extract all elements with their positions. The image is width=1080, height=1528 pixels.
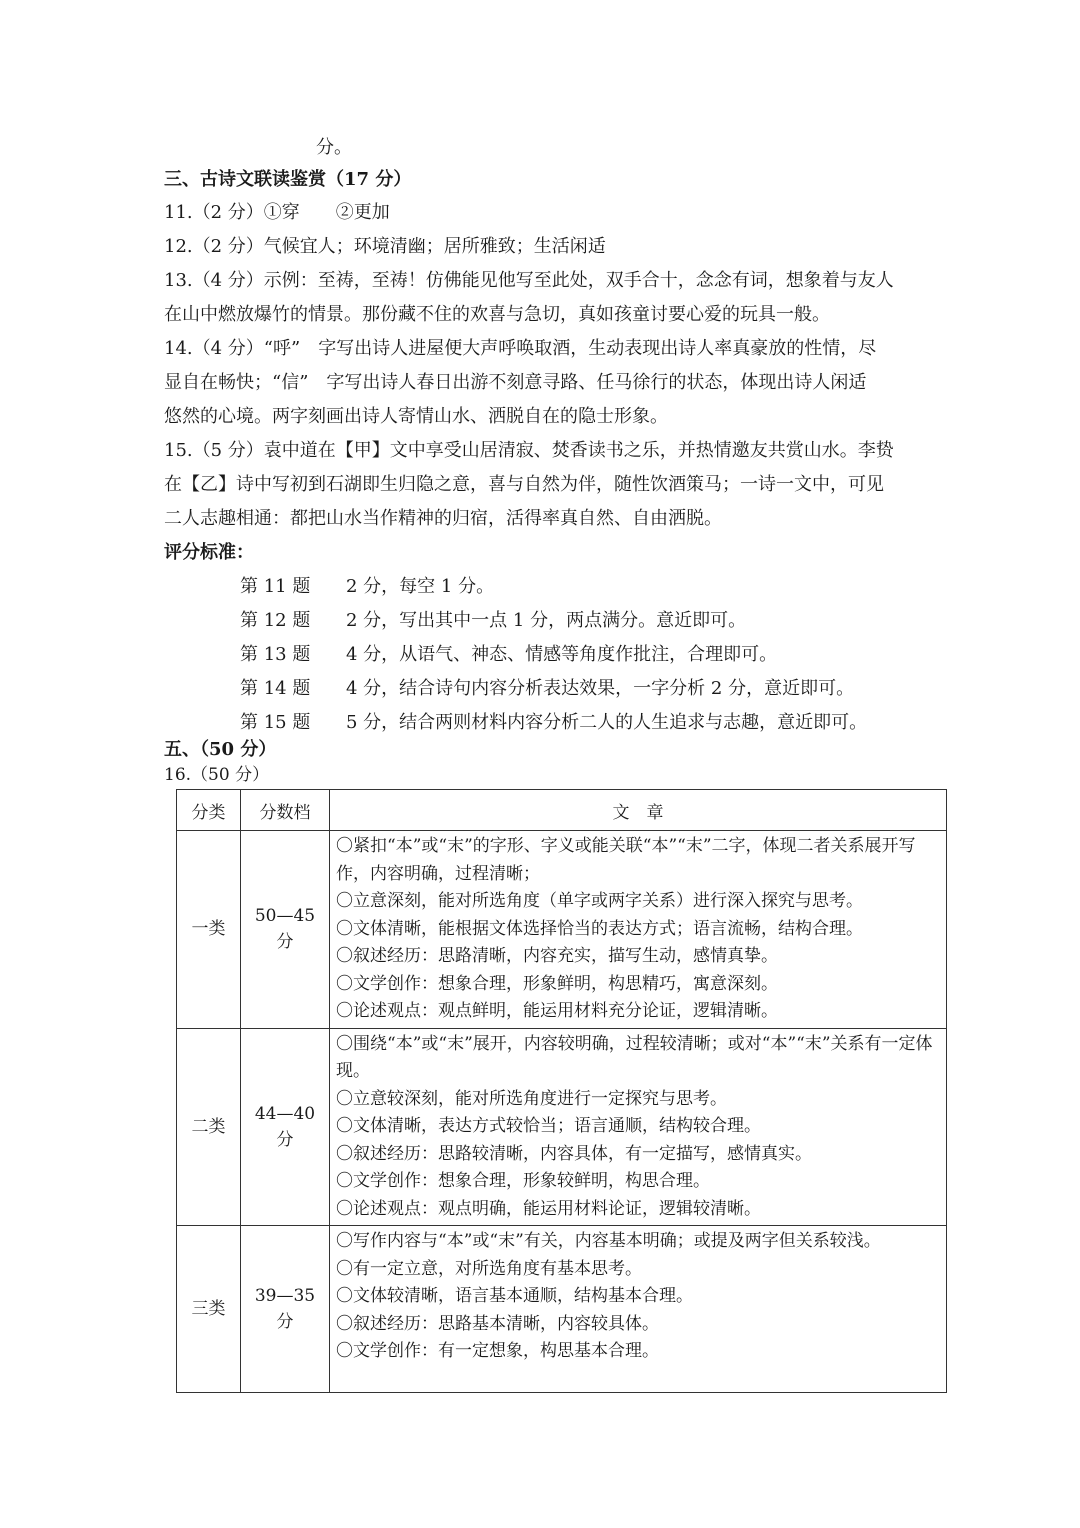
answer-line: 11.（2 分）①穿 ②更加 (164, 202, 390, 223)
criteria-number: 第 13 题 (240, 644, 311, 665)
criteria-number: 第 15 题 (240, 712, 311, 733)
criteria-heading: 评分标准： (164, 542, 254, 563)
table-row (177, 831, 947, 1029)
table-row (177, 1028, 947, 1226)
table-header-row (177, 790, 947, 831)
criteria-line: 〇文体清晰，能根据文体选择恰当的表达方式；语言流畅，结构合理。 (336, 918, 863, 939)
score-range: 50—45 (254, 906, 316, 927)
table-row (177, 1226, 947, 1393)
answer-line: 悠然的心境。两字刻画出诗人寄情山水、洒脱自在的隐士形象。 (164, 406, 668, 427)
score-range: 44—40 (254, 1103, 316, 1124)
criteria-item (240, 638, 1000, 672)
criteria-text: 4 分，从语气、神态、情感等角度作批注，合理即可。 (346, 644, 778, 665)
score-unit: 分 (276, 932, 294, 953)
header-category: 分类 (177, 790, 241, 831)
answer-line: 13.（4 分）示例：至祷，至祷！仿佛能见他写至此处，双手合十，念念有词，想象着与友人 (164, 270, 894, 291)
criteria-item (240, 604, 1000, 638)
row-category: 二类 (177, 1028, 241, 1226)
row-score (241, 1226, 330, 1393)
answer-line: 12.（2 分）气候宜人；环境清幽；居所雅致；生活闲适 (164, 236, 606, 257)
answer-line: 显自在畅快；“信” 字写出诗人春日出游不刻意寻路、任马徐行的状态，体现出诗人闲适 (164, 372, 867, 393)
row-criteria (330, 831, 947, 1029)
criteria-line: 〇立意较深刻，能对所选角度进行一定探究与思考。 (336, 1088, 727, 1109)
criteria-line: 〇文学创作：有一定想象，构思基本合理。 (336, 1341, 659, 1361)
row-score (241, 1028, 330, 1226)
header-score: 分数档 (241, 790, 330, 831)
score-unit: 分 (276, 1129, 294, 1150)
criteria-text: 2 分，每空 1 分。 (346, 576, 495, 597)
criteria-line: 〇论述观点：观点鲜明，能运用材料充分论证，逻辑清晰。 (336, 1001, 778, 1021)
answer-line: 二人志趣相通：都把山水当作精神的归宿，活得率真自然、自由洒脱。 (164, 508, 722, 529)
score-unit: 分 (276, 1312, 294, 1332)
header-article: 文 章 (330, 790, 947, 831)
criteria-number: 第 14 题 (240, 678, 311, 699)
score-range: 39—35 (254, 1286, 316, 1306)
row-category: 一类 (177, 831, 241, 1029)
criteria-item (240, 706, 1000, 740)
criteria-line: 〇立意深刻，能对所选角度（单字或两字关系）进行深入探究与思考。 (336, 891, 863, 911)
section3-heading: 三、古诗文联读鉴赏（17 分） (164, 169, 412, 190)
criteria-number: 第 11 题 (240, 576, 311, 597)
answer-line: 在山中燃放爆竹的情景。那份藏不住的欢喜与急切，真如孩童讨要心爱的玩具一般。 (164, 304, 830, 325)
criteria-line: 〇有一定立意，对所选角度有基本思考。 (336, 1258, 642, 1279)
criteria-line: 〇论述观点：观点明确，能运用材料论证，逻辑较清晰。 (336, 1198, 761, 1219)
criteria-line: 〇叙述经历：思路基本清晰，内容较具体。 (336, 1313, 659, 1334)
criteria-line: 〇文体清晰，表达方式较恰当；语言通顺，结构较合理。 (336, 1116, 761, 1136)
answer-line: 14.（4 分）“呼” 字写出诗人进屋便大声呼唤取酒，生动表现出诗人率真豪放的性情，尽 (164, 338, 877, 359)
section5-heading: 五、（50 分） (164, 739, 277, 760)
criteria-text: 2 分，写出其中一点 1 分，两点满分。意近即可。 (346, 610, 747, 631)
criteria-line: 〇叙述经历：思路清晰，内容充实，描写生动，感情真挚。 (336, 946, 778, 966)
criteria-text: 5 分，结合两则材料内容分析二人的人生追求与志趣，意近即可。 (346, 712, 868, 733)
row-criteria (330, 1028, 947, 1226)
criteria-line: 〇围绕“本”或“末”展开，内容较明确，过程较清晰；或对“本”“末”关系有一定体现。 (336, 1033, 933, 1081)
criteria-line: 〇文体较清晰，语言基本通顺，结构基本合理。 (336, 1286, 693, 1306)
rubric-table (176, 789, 947, 1393)
question-16-label: 16.（50 分） (164, 765, 270, 785)
row-category: 三类 (177, 1226, 241, 1393)
criteria-text: 4 分，结合诗句内容分析表达效果，一字分析 2 分，意近即可。 (346, 678, 855, 699)
row-score (241, 831, 330, 1029)
criteria-item (240, 672, 1000, 706)
top-fragment: 分。 (316, 137, 352, 158)
criteria-line: 〇文学创作：想象合理，形象较鲜明，构思合理。 (336, 1171, 710, 1191)
criteria-item (240, 570, 1000, 604)
criteria-line: 〇叙述经历：思路较清晰，内容具体，有一定描写，感情真实。 (336, 1143, 812, 1164)
row-criteria (330, 1226, 947, 1393)
answer-line: 15.（5 分）袁中道在【甲】文中享受山居清寂、焚香读书之乐，并热情邀友共赏山水。李贽 (164, 440, 894, 461)
criteria-line: 〇紧扣“本”或“末”的字形、字义或能关联“本”“末”二字，体现二者关系展开写作，内容明确，过程清晰； (336, 836, 916, 884)
criteria-line: 〇写作内容与“本”或“末”有关，内容基本明确；或提及两字但关系较浅。 (336, 1231, 881, 1251)
criteria-number: 第 12 题 (240, 610, 311, 631)
criteria-line: 〇文学创作：想象合理，形象鲜明，构思精巧，寓意深刻。 (336, 973, 778, 994)
answer-line: 在【乙】诗中写初到石湖即生归隐之意，喜与自然为伴，随性饮酒策马；一诗一文中，可见 (164, 474, 884, 495)
